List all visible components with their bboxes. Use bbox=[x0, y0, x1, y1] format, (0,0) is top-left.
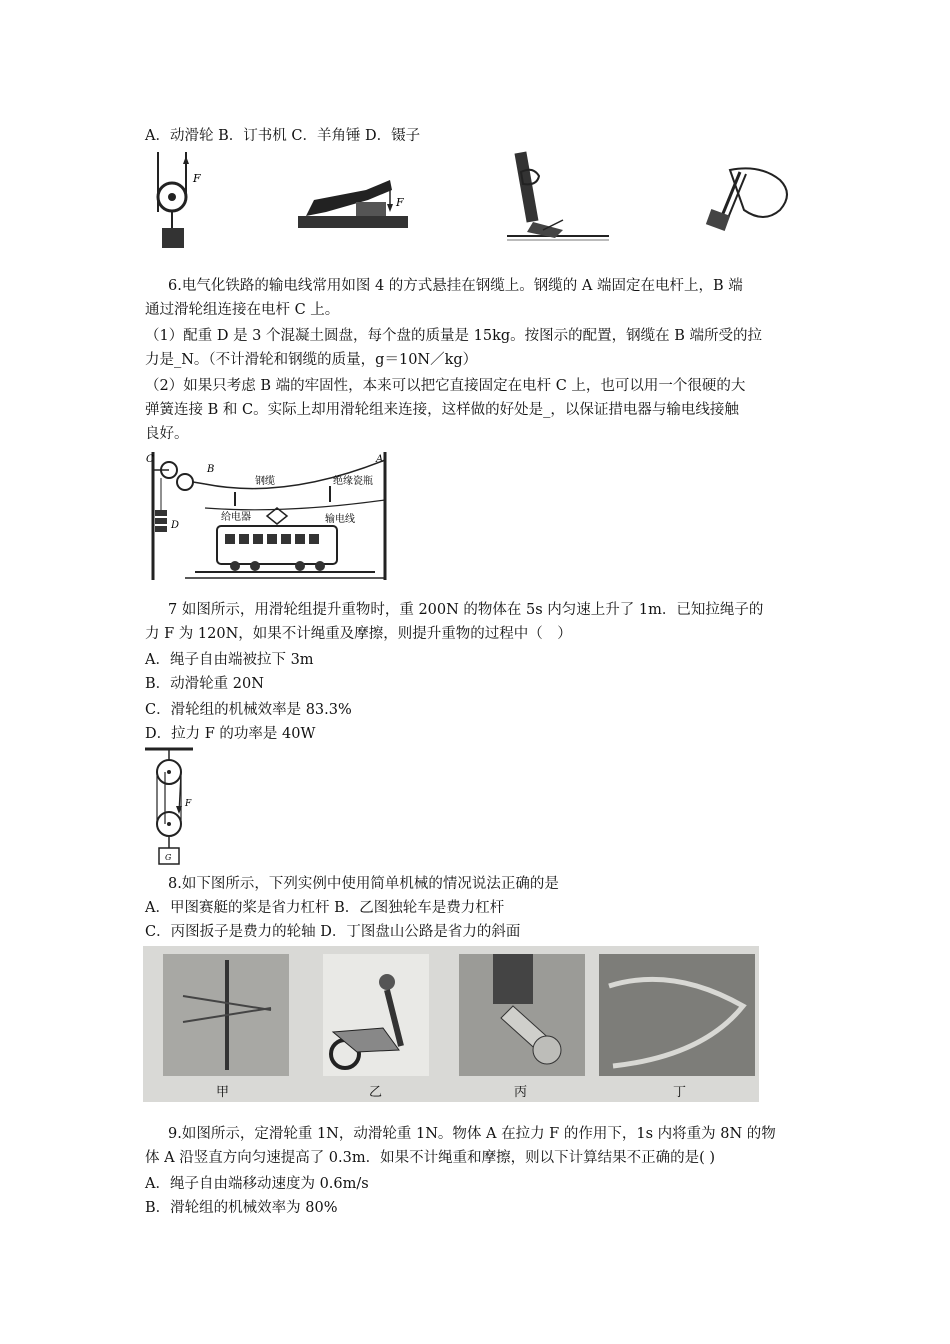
q6-line7: 良好。 bbox=[145, 426, 189, 442]
railway-catenary-figure bbox=[145, 450, 395, 584]
q7-opt-a: A．绳子自由端被拉下 3m bbox=[145, 652, 314, 668]
simple-machines-photo-strip bbox=[143, 946, 759, 1102]
label-collector: 给电器 bbox=[221, 512, 251, 523]
q6-line4: 力是_N。（不计滑轮和钢缆的质量，g＝10N／kg） bbox=[145, 352, 478, 368]
q7-opt-d: D．拉力 F 的功率是 40W bbox=[145, 726, 316, 742]
label-cable: 钢缆 bbox=[255, 476, 275, 487]
label-d: D bbox=[171, 520, 180, 531]
pulley-system-figure bbox=[143, 746, 203, 866]
svg-text:F: F bbox=[396, 196, 404, 209]
label-insulator: 绝缘瓷瓶 bbox=[333, 476, 373, 487]
q6-line3: （1）配重 D 是 3 个混凝土圆盘，每个盘的质量是 15kg。按图示的配置，钢缆在 B 端所受的拉 bbox=[145, 328, 763, 344]
q6-line5: （2）如果只考虑 B 端的牢固性，本来可以把它直接固定在电杆 C 上，也可以用一个很硬的大 bbox=[145, 378, 746, 394]
claw-hammer-figure bbox=[503, 150, 613, 250]
q6-line1: 6.电气化铁路的输电线常用如图 4 的方式悬挂在钢缆上。钢缆的 A 端固定在电杆上，B 端 bbox=[168, 278, 743, 294]
label-c: C bbox=[146, 454, 154, 465]
caption-yi: 乙 bbox=[369, 1085, 383, 1100]
q6-line2: 通过滑轮组连接在电杆 C 上。 bbox=[145, 302, 340, 318]
label-wire: 输电线 bbox=[325, 514, 355, 525]
q9-line1: 9.如图所示，定滑轮重 1N，动滑轮重 1N。物体 A 在拉力 F 的作用下，1s 内将重为 8N 的物 bbox=[168, 1126, 776, 1142]
q5-options: A．动滑轮 B．订书机 C．羊角锤 D．镊子 bbox=[145, 128, 421, 144]
svg-text:F: F bbox=[193, 172, 201, 185]
label-a: A bbox=[376, 454, 384, 465]
q7-line1: 7 如图所示，用滑轮组提升重物时，重 200N 的物体在 5s 内匀速上升了 1m．已知拉绳子的 bbox=[168, 602, 764, 618]
q7-opt-b: B．动滑轮重 20N bbox=[145, 676, 264, 692]
tweezers-figure bbox=[700, 160, 800, 240]
label-b: B bbox=[207, 464, 215, 475]
label-f: F bbox=[185, 799, 192, 809]
caption-jia: 甲 bbox=[216, 1085, 230, 1100]
q7-opt-c: C．滑轮组的机械效率是 83.3% bbox=[145, 702, 352, 718]
q8-line2: A．甲图赛艇的桨是省力杠杆 B．乙图独轮车是费力杠杆 bbox=[145, 900, 505, 916]
q9-opt-b: B．滑轮组的机械效率为 80% bbox=[145, 1200, 338, 1216]
q8-line1: 8.如下图所示，下列实例中使用简单机械的情况说法正确的是 bbox=[168, 876, 559, 892]
label-g: G bbox=[165, 853, 172, 862]
stapler-figure bbox=[296, 172, 416, 234]
q8-line3: C．丙图扳子是费力的轮轴 D．丁图盘山公路是省力的斜面 bbox=[145, 924, 521, 940]
q7-line2: 力 F 为 120N，如果不计绳重及摩擦，则提升重物的过程中（ ） bbox=[145, 626, 572, 642]
q9-line2: 体 A 沿竖直方向匀速提高了 0.3m．如果不计绳重和摩擦，则以下计算结果不正确的是( ) bbox=[145, 1150, 716, 1166]
caption-bing: 丙 bbox=[514, 1085, 528, 1100]
movable-pulley-figure bbox=[148, 152, 208, 252]
caption-ding: 丁 bbox=[673, 1085, 687, 1100]
q6-line6: 弹簧连接 B 和 C。实际上却用滑轮组来连接，这样做的好处是_，以保证措电器与输电线接触 bbox=[145, 402, 739, 418]
q9-opt-a: A．绳子自由端移动速度为 0.6m/s bbox=[145, 1176, 369, 1192]
